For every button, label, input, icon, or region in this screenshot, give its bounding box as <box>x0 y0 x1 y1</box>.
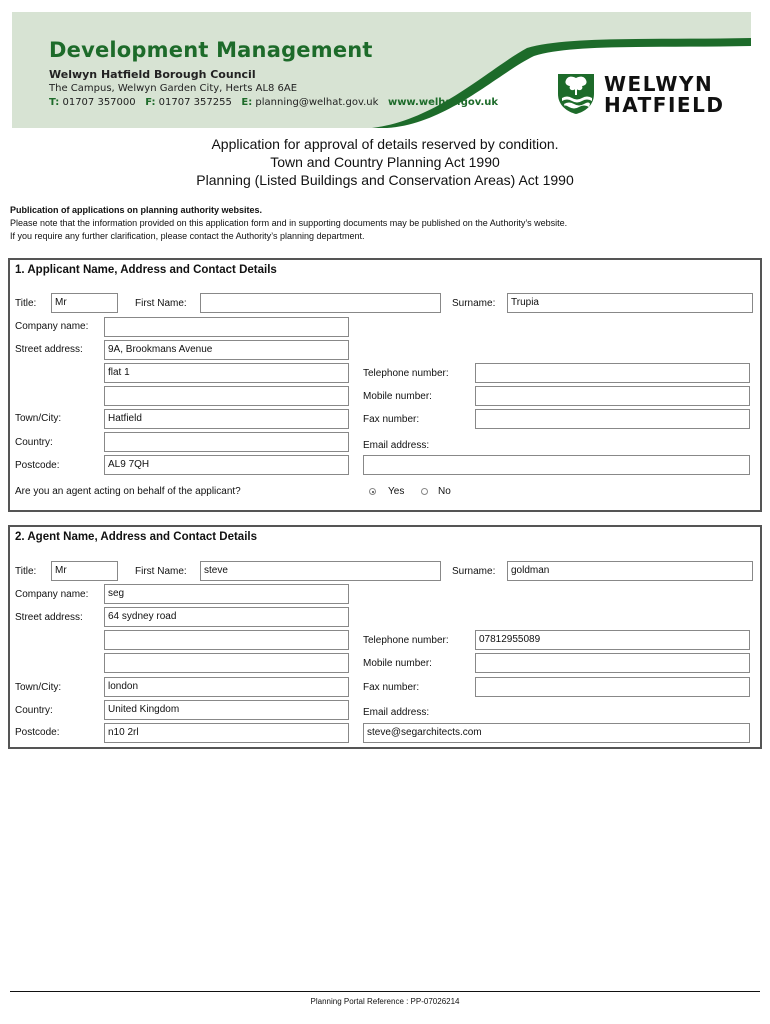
agent-email-label: Email address: <box>363 707 430 718</box>
agent-street-field-1[interactable]: 64 sydney road <box>104 607 349 627</box>
agent-postcode-label: Postcode: <box>15 727 60 738</box>
council-crest-icon <box>556 72 596 114</box>
agent-surname-field[interactable]: goldman <box>507 561 753 581</box>
council-address: The Campus, Welwyn Garden City, Herts AL8 6AE <box>49 83 298 94</box>
applicant-fax-field[interactable] <box>475 409 750 429</box>
agent-fax-label: Fax number: <box>363 682 420 693</box>
applicant-town-label: Town/City: <box>15 413 62 424</box>
applicant-email-field[interactable] <box>363 455 750 475</box>
website-link[interactable]: www.welhat.gov.uk <box>387 97 499 108</box>
applicant-section-heading: 1. Applicant Name, Address and Contact Details <box>15 264 277 276</box>
agent-mobile-field[interactable] <box>475 653 750 673</box>
fax-value: 01707 357255 <box>158 97 232 108</box>
agent-title-field[interactable]: Mr <box>51 561 118 581</box>
logo-text-line1: WELWYN <box>604 72 714 96</box>
applicant-mobile-label: Mobile number: <box>363 391 432 402</box>
logo-text-line2: HATFIELD <box>604 93 725 117</box>
agent-telephone-label: Telephone number: <box>363 635 449 646</box>
agent-yes-radio[interactable] <box>369 488 376 495</box>
applicant-first-name-label: First Name: <box>135 298 187 309</box>
agent-street-label: Street address: <box>15 612 83 623</box>
applicant-telephone-label: Telephone number: <box>363 368 449 379</box>
applicant-mobile-field[interactable] <box>475 386 750 406</box>
planning-portal-reference: Planning Portal Reference : PP-07026214 <box>310 997 460 1006</box>
agent-fax-field[interactable] <box>475 677 750 697</box>
applicant-surname-label: Surname: <box>452 298 496 309</box>
agent-town-field[interactable]: london <box>104 677 349 697</box>
agent-street-field-2[interactable] <box>104 630 349 650</box>
agent-question-label: Are you an agent acting on behalf of the applicant? <box>15 486 241 497</box>
agent-postcode-field[interactable]: n10 2rl <box>104 723 349 743</box>
agent-email-field[interactable]: steve@segarchitects.com <box>363 723 750 743</box>
applicant-first-name-field[interactable] <box>200 293 441 313</box>
applicant-country-label: Country: <box>15 437 53 448</box>
applicant-company-label: Company name: <box>15 321 89 332</box>
agent-telephone-field[interactable]: 07812955089 <box>475 630 750 650</box>
agent-mobile-label: Mobile number: <box>363 658 432 669</box>
tel-label: T: <box>49 97 60 108</box>
applicant-postcode-field[interactable]: AL9 7QH <box>104 455 349 475</box>
agent-company-field[interactable]: seg <box>104 584 349 604</box>
agent-street-field-3[interactable] <box>104 653 349 673</box>
form-subtitle-listed-act: Planning (Listed Buildings and Conservation Areas) Act 1990 <box>196 172 574 188</box>
agent-no-label: No <box>438 486 451 497</box>
applicant-country-field[interactable] <box>104 432 349 452</box>
applicant-title-field[interactable]: Mr <box>51 293 118 313</box>
form-subtitle-act: Town and Country Planning Act 1990 <box>270 154 500 170</box>
applicant-street-field-3[interactable] <box>104 386 349 406</box>
applicant-fax-label: Fax number: <box>363 414 420 425</box>
email-link[interactable]: planning@welhat.gov.uk <box>255 97 379 108</box>
email-label: E: <box>241 97 253 108</box>
fax-label: F: <box>145 97 156 108</box>
applicant-title-label: Title: <box>15 298 37 309</box>
publication-note-2: If you require any further clarification, please contact the Authority’s planning department. <box>10 231 365 241</box>
agent-title-label: Title: <box>15 566 37 577</box>
agent-first-name-field[interactable]: steve <box>200 561 441 581</box>
agent-yes-label: Yes <box>388 486 405 497</box>
applicant-email-label: Email address: <box>363 440 430 451</box>
publication-note-1: Please note that the information provided on this application form and in supporting documents may be published on the Authority’s website. <box>10 218 568 228</box>
agent-first-name-label: First Name: <box>135 566 187 577</box>
applicant-company-field[interactable] <box>104 317 349 337</box>
applicant-street-label: Street address: <box>15 344 83 355</box>
footer-divider <box>10 991 760 992</box>
agent-no-radio[interactable] <box>421 488 428 495</box>
applicant-street-field-1[interactable]: 9A, Brookmans Avenue <box>104 340 349 360</box>
applicant-surname-field[interactable]: Trupia <box>507 293 753 313</box>
agent-country-field[interactable]: United Kingdom <box>104 700 349 720</box>
publication-heading: Publication of applications on planning authority websites. <box>10 205 263 215</box>
applicant-street-field-2[interactable]: flat 1 <box>104 363 349 383</box>
agent-section-heading: 2. Agent Name, Address and Contact Details <box>15 531 257 543</box>
applicant-postcode-label: Postcode: <box>15 460 60 471</box>
council-contact <box>49 97 498 108</box>
agent-company-label: Company name: <box>15 589 89 600</box>
applicant-town-field[interactable]: Hatfield <box>104 409 349 429</box>
form-title: Application for approval of details reserved by condition. <box>211 136 559 152</box>
agent-surname-label: Surname: <box>452 566 496 577</box>
council-name: Welwyn Hatfield Borough Council <box>49 68 256 81</box>
applicant-telephone-field[interactable] <box>475 363 750 383</box>
agent-town-label: Town/City: <box>15 682 62 693</box>
tel-value: 01707 357000 <box>62 97 136 108</box>
page-header-title: Development Management <box>49 38 373 62</box>
agent-country-label: Country: <box>15 705 53 716</box>
